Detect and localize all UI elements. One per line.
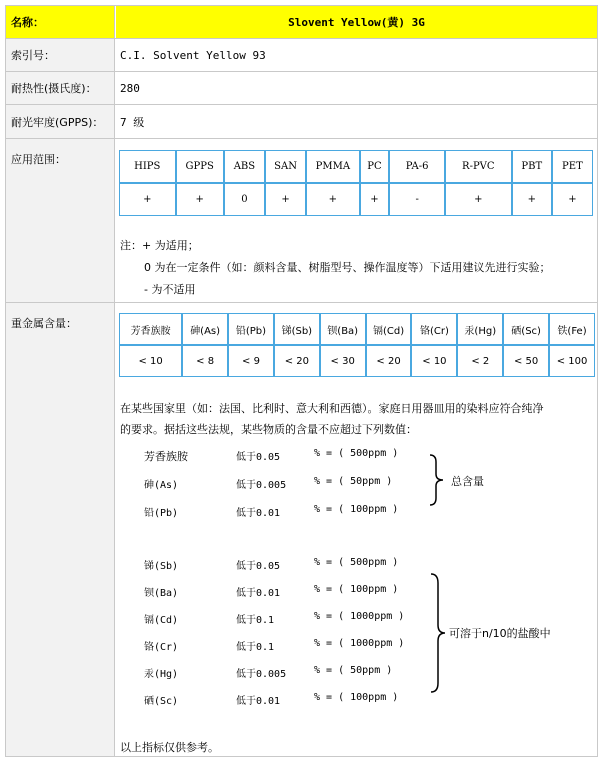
limit-value: 低于0.1	[236, 642, 275, 653]
app-header-cell: PMMA	[306, 150, 359, 183]
row-application	[6, 139, 597, 303]
limit-name: 镉(Cd)	[144, 615, 179, 626]
metal-header-cell: 铬(Cr)	[411, 313, 457, 345]
hcl-soluble-label: 可溶于n/10的盐酸中	[449, 627, 551, 640]
heat-value: 280	[120, 81, 140, 95]
app-value-cell: +	[512, 183, 552, 216]
metal-header-row	[119, 313, 595, 345]
limit-value: 低于0.01	[236, 696, 281, 707]
application-header-row	[119, 150, 593, 183]
metal-value-row	[119, 345, 595, 377]
application-note-2: 0 为在一定条件（如：颜料含量、树脂型号、操作温度等）下适用建议先进行实验；	[144, 261, 551, 274]
limit-name: 硒(Sc)	[144, 696, 179, 707]
app-value-cell: -	[389, 183, 445, 216]
metal-value-cell: < 100	[549, 345, 595, 377]
product-name-value: Slovent Yellow(黄) 3G	[116, 6, 597, 38]
metal-header-cell: 芳香族胺	[119, 313, 182, 345]
index-label: 索引号：	[6, 39, 115, 71]
metal-value-cell: < 9	[228, 345, 274, 377]
heavy-metals-label: 重金属含量：	[6, 303, 115, 756]
limit-name: 铅(Pb)	[144, 508, 179, 519]
limit-name: 铬(Cr)	[144, 642, 179, 653]
app-header-cell: PBT	[512, 150, 552, 183]
limit-value: 低于0.01	[236, 508, 281, 519]
limit-ppm: % = ( 1000ppm )	[314, 611, 405, 622]
metal-value-cell: < 20	[274, 345, 320, 377]
limit-name: 芳香族胺	[144, 450, 188, 463]
application-note-3: - 为不适用	[144, 283, 196, 296]
app-value-cell: +	[119, 183, 176, 216]
app-header-cell: GPPS	[176, 150, 224, 183]
app-value-cell: 0	[224, 183, 265, 216]
metal-value-cell: < 10	[119, 345, 182, 377]
app-header-cell: PET	[552, 150, 593, 183]
light-value: 7 级	[120, 115, 145, 129]
regulation-intro-2: 的要求。据括这些法规，某些物质的含量不应超过下列数值：	[120, 423, 417, 436]
metal-header-cell: 锑(Sb)	[274, 313, 320, 345]
app-header-cell: SAN	[265, 150, 306, 183]
row-index	[6, 39, 597, 72]
application-table	[119, 150, 593, 216]
app-header-cell: PC	[360, 150, 390, 183]
metal-header-cell: 汞(Hg)	[457, 313, 503, 345]
application-label: 应用范围：	[6, 139, 115, 302]
limit-value: 低于0.005	[236, 480, 287, 491]
limit-ppm: % = ( 100ppm )	[314, 692, 399, 703]
limit-value: 低于0.05	[236, 561, 281, 572]
app-header-cell: HIPS	[119, 150, 176, 183]
metal-header-cell: 镉(Cd)	[366, 313, 412, 345]
limit-value: 低于0.1	[236, 615, 275, 626]
heat-label: 耐热性(摄氏度)：	[6, 72, 115, 104]
metal-value-cell: < 20	[366, 345, 412, 377]
limit-ppm: % = ( 50ppm )	[314, 665, 393, 676]
metal-header-cell: 钡(Ba)	[320, 313, 366, 345]
light-label: 耐光牢度(GPPS)：	[6, 105, 115, 138]
total-content-label: 总含量	[451, 475, 484, 488]
footer-note: 以上指标仅供参考。	[120, 741, 219, 754]
limit-ppm: % = ( 1000ppm )	[314, 638, 405, 649]
metal-header-cell: 铁(Fe)	[549, 313, 595, 345]
limit-ppm: % = ( 100ppm )	[314, 584, 399, 595]
row-heat	[6, 72, 597, 105]
spec-table	[5, 5, 598, 757]
limit-name: 锑(Sb)	[144, 561, 179, 572]
metal-header-cell: 铅(Pb)	[228, 313, 274, 345]
metal-header-cell: 硒(Sc)	[503, 313, 549, 345]
limit-ppm: % = ( 50ppm )	[314, 476, 393, 487]
metal-value-cell: < 2	[457, 345, 503, 377]
curly-brace-icon	[429, 573, 447, 693]
app-header-cell: R-PVC	[445, 150, 512, 183]
limit-ppm: % = ( 500ppm )	[314, 557, 399, 568]
product-name-label: 名称：	[6, 6, 115, 38]
app-value-cell: +	[306, 183, 359, 216]
limit-value: 低于0.01	[236, 588, 281, 599]
limit-name: 砷(As)	[144, 480, 179, 491]
app-header-cell: PA-6	[389, 150, 445, 183]
app-value-cell: +	[176, 183, 224, 216]
limit-value: 低于0.005	[236, 669, 287, 680]
heavy-metals-table	[119, 313, 595, 377]
metal-value-cell: < 30	[320, 345, 366, 377]
curly-brace-icon	[428, 454, 446, 506]
limit-ppm: % = ( 500ppm )	[314, 448, 399, 459]
app-value-cell: +	[360, 183, 390, 216]
row-heavy-metals	[6, 303, 597, 756]
row-light-fastness	[6, 105, 597, 139]
metal-value-cell: < 50	[503, 345, 549, 377]
application-value-row	[119, 183, 593, 216]
metal-header-cell: 砷(As)	[182, 313, 228, 345]
app-value-cell: +	[552, 183, 593, 216]
metal-value-cell: < 8	[182, 345, 228, 377]
index-value: C.I. Solvent Yellow 93	[120, 48, 266, 62]
heavy-metals-content	[116, 303, 597, 756]
app-header-cell: ABS	[224, 150, 265, 183]
limit-name: 钡(Ba)	[144, 588, 179, 599]
limit-name: 汞(Hg)	[144, 669, 179, 680]
limit-value: 低于0.05	[236, 452, 281, 463]
application-content	[116, 139, 597, 302]
application-note-1: 注：+ 为适用；	[120, 239, 199, 252]
regulation-intro-1: 在某些国家里（如：法国、比利时、意大利和西德）。家庭日用器皿用的染料应符合纯净	[120, 402, 544, 415]
metal-value-cell: < 10	[411, 345, 457, 377]
row-product-name	[6, 6, 597, 39]
app-value-cell: +	[265, 183, 306, 216]
limit-ppm: % = ( 100ppm )	[314, 504, 399, 515]
app-value-cell: +	[445, 183, 512, 216]
